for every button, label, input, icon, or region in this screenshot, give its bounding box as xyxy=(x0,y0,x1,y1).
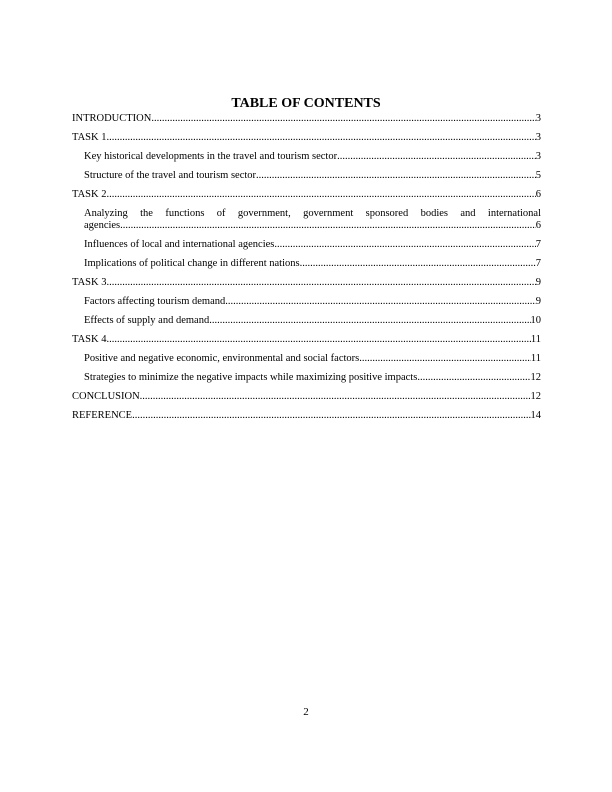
toc-entry-implications-of-political-change[interactable] xyxy=(72,258,541,270)
toc-entry-label: REFERENCE xyxy=(72,410,133,421)
toc-entry-label: Implications of political change in different nations xyxy=(84,258,300,269)
dot-leader xyxy=(274,239,535,251)
toc-entry-label: Influences of local and international agencies xyxy=(84,239,275,250)
toc-entry-label-line-1: Analyzing the functions of government, government sponsored bodies and international xyxy=(84,208,541,219)
dot-leader xyxy=(140,391,531,403)
page-number: 2 xyxy=(303,706,309,718)
toc-entry-key-historical-developments[interactable] xyxy=(72,151,541,163)
toc-entry-task-4[interactable] xyxy=(72,334,541,346)
toc-entry-reference[interactable] xyxy=(72,410,541,422)
dot-leader xyxy=(106,189,535,201)
toc-entry-page: 14 xyxy=(530,410,541,421)
toc-entry-factors-affecting-demand[interactable] xyxy=(72,296,541,308)
toc-entry-page: 3 xyxy=(535,113,541,124)
table-of-contents xyxy=(72,113,541,429)
toc-title: TABLE OF CONTENTS xyxy=(231,96,381,111)
toc-entry-page: 9 xyxy=(535,296,541,307)
toc-entry-page: 9 xyxy=(535,277,541,288)
dot-leader xyxy=(256,170,536,182)
dot-leader xyxy=(151,113,535,125)
toc-entry-page: 7 xyxy=(535,239,541,250)
dot-leader xyxy=(209,315,530,327)
toc-entry-label: Structure of the travel and tourism sector xyxy=(84,170,257,181)
dot-leader xyxy=(337,151,536,163)
toc-entry-task-3[interactable] xyxy=(72,277,541,289)
toc-entry-analyzing-functions[interactable] xyxy=(72,208,541,232)
toc-entry-page: 12 xyxy=(530,391,541,402)
toc-entry-task-1[interactable] xyxy=(72,132,541,144)
toc-entry-task-2[interactable] xyxy=(72,189,541,201)
dot-leader xyxy=(300,258,536,270)
dot-leader xyxy=(417,372,530,384)
dot-leader xyxy=(106,277,535,289)
toc-entry-label: Factors affecting tourism demand xyxy=(84,296,226,307)
toc-entry-label: Strategies to minimize the negative impacts while maximizing positive impacts xyxy=(84,372,418,383)
toc-entry-label: TASK 4 xyxy=(72,334,107,345)
toc-entry-page: 7 xyxy=(535,258,541,269)
dot-leader xyxy=(132,410,530,422)
toc-entry-label: TASK 2 xyxy=(72,189,107,200)
toc-entry-label: CONCLUSION xyxy=(72,391,140,402)
toc-entry-page: 10 xyxy=(530,315,541,326)
toc-entry-conclusion[interactable] xyxy=(72,391,541,403)
toc-entry-introduction[interactable] xyxy=(72,113,541,125)
toc-entry-positive-negative-factors[interactable] xyxy=(72,353,541,365)
toc-entry-strategies-minimize-impacts[interactable] xyxy=(72,372,541,384)
toc-entry-page: 12 xyxy=(530,372,541,383)
toc-entry-line-2 xyxy=(84,220,541,232)
dot-leader xyxy=(106,334,530,346)
toc-entry-label: TASK 1 xyxy=(72,132,107,143)
dot-leader xyxy=(225,296,536,308)
dot-leader xyxy=(120,220,536,232)
toc-entry-label: Effects of supply and demand xyxy=(84,315,210,326)
toc-entry-effects-of-supply-demand[interactable] xyxy=(72,315,541,327)
dot-leader xyxy=(359,353,531,365)
toc-entry-page: 11 xyxy=(530,353,541,364)
toc-entry-label-line-2: agencies xyxy=(84,220,121,231)
toc-entry-page: 3 xyxy=(535,132,541,143)
toc-entry-page: 6 xyxy=(535,220,541,231)
toc-entry-label: TASK 3 xyxy=(72,277,107,288)
toc-entry-page: 3 xyxy=(535,151,541,162)
toc-entry-page: 5 xyxy=(535,170,541,181)
toc-entry-structure-of-sector[interactable] xyxy=(72,170,541,182)
toc-entry-label: INTRODUCTION xyxy=(72,113,152,124)
toc-entry-influences-of-agencies[interactable] xyxy=(72,239,541,251)
toc-entry-page: 6 xyxy=(535,189,541,200)
toc-entry-label: Key historical developments in the travel and tourism sector xyxy=(84,151,338,162)
toc-entry-label: Positive and negative economic, environmental and social factors xyxy=(84,353,360,364)
dot-leader xyxy=(106,132,535,144)
toc-entry-page: 11 xyxy=(530,334,541,345)
